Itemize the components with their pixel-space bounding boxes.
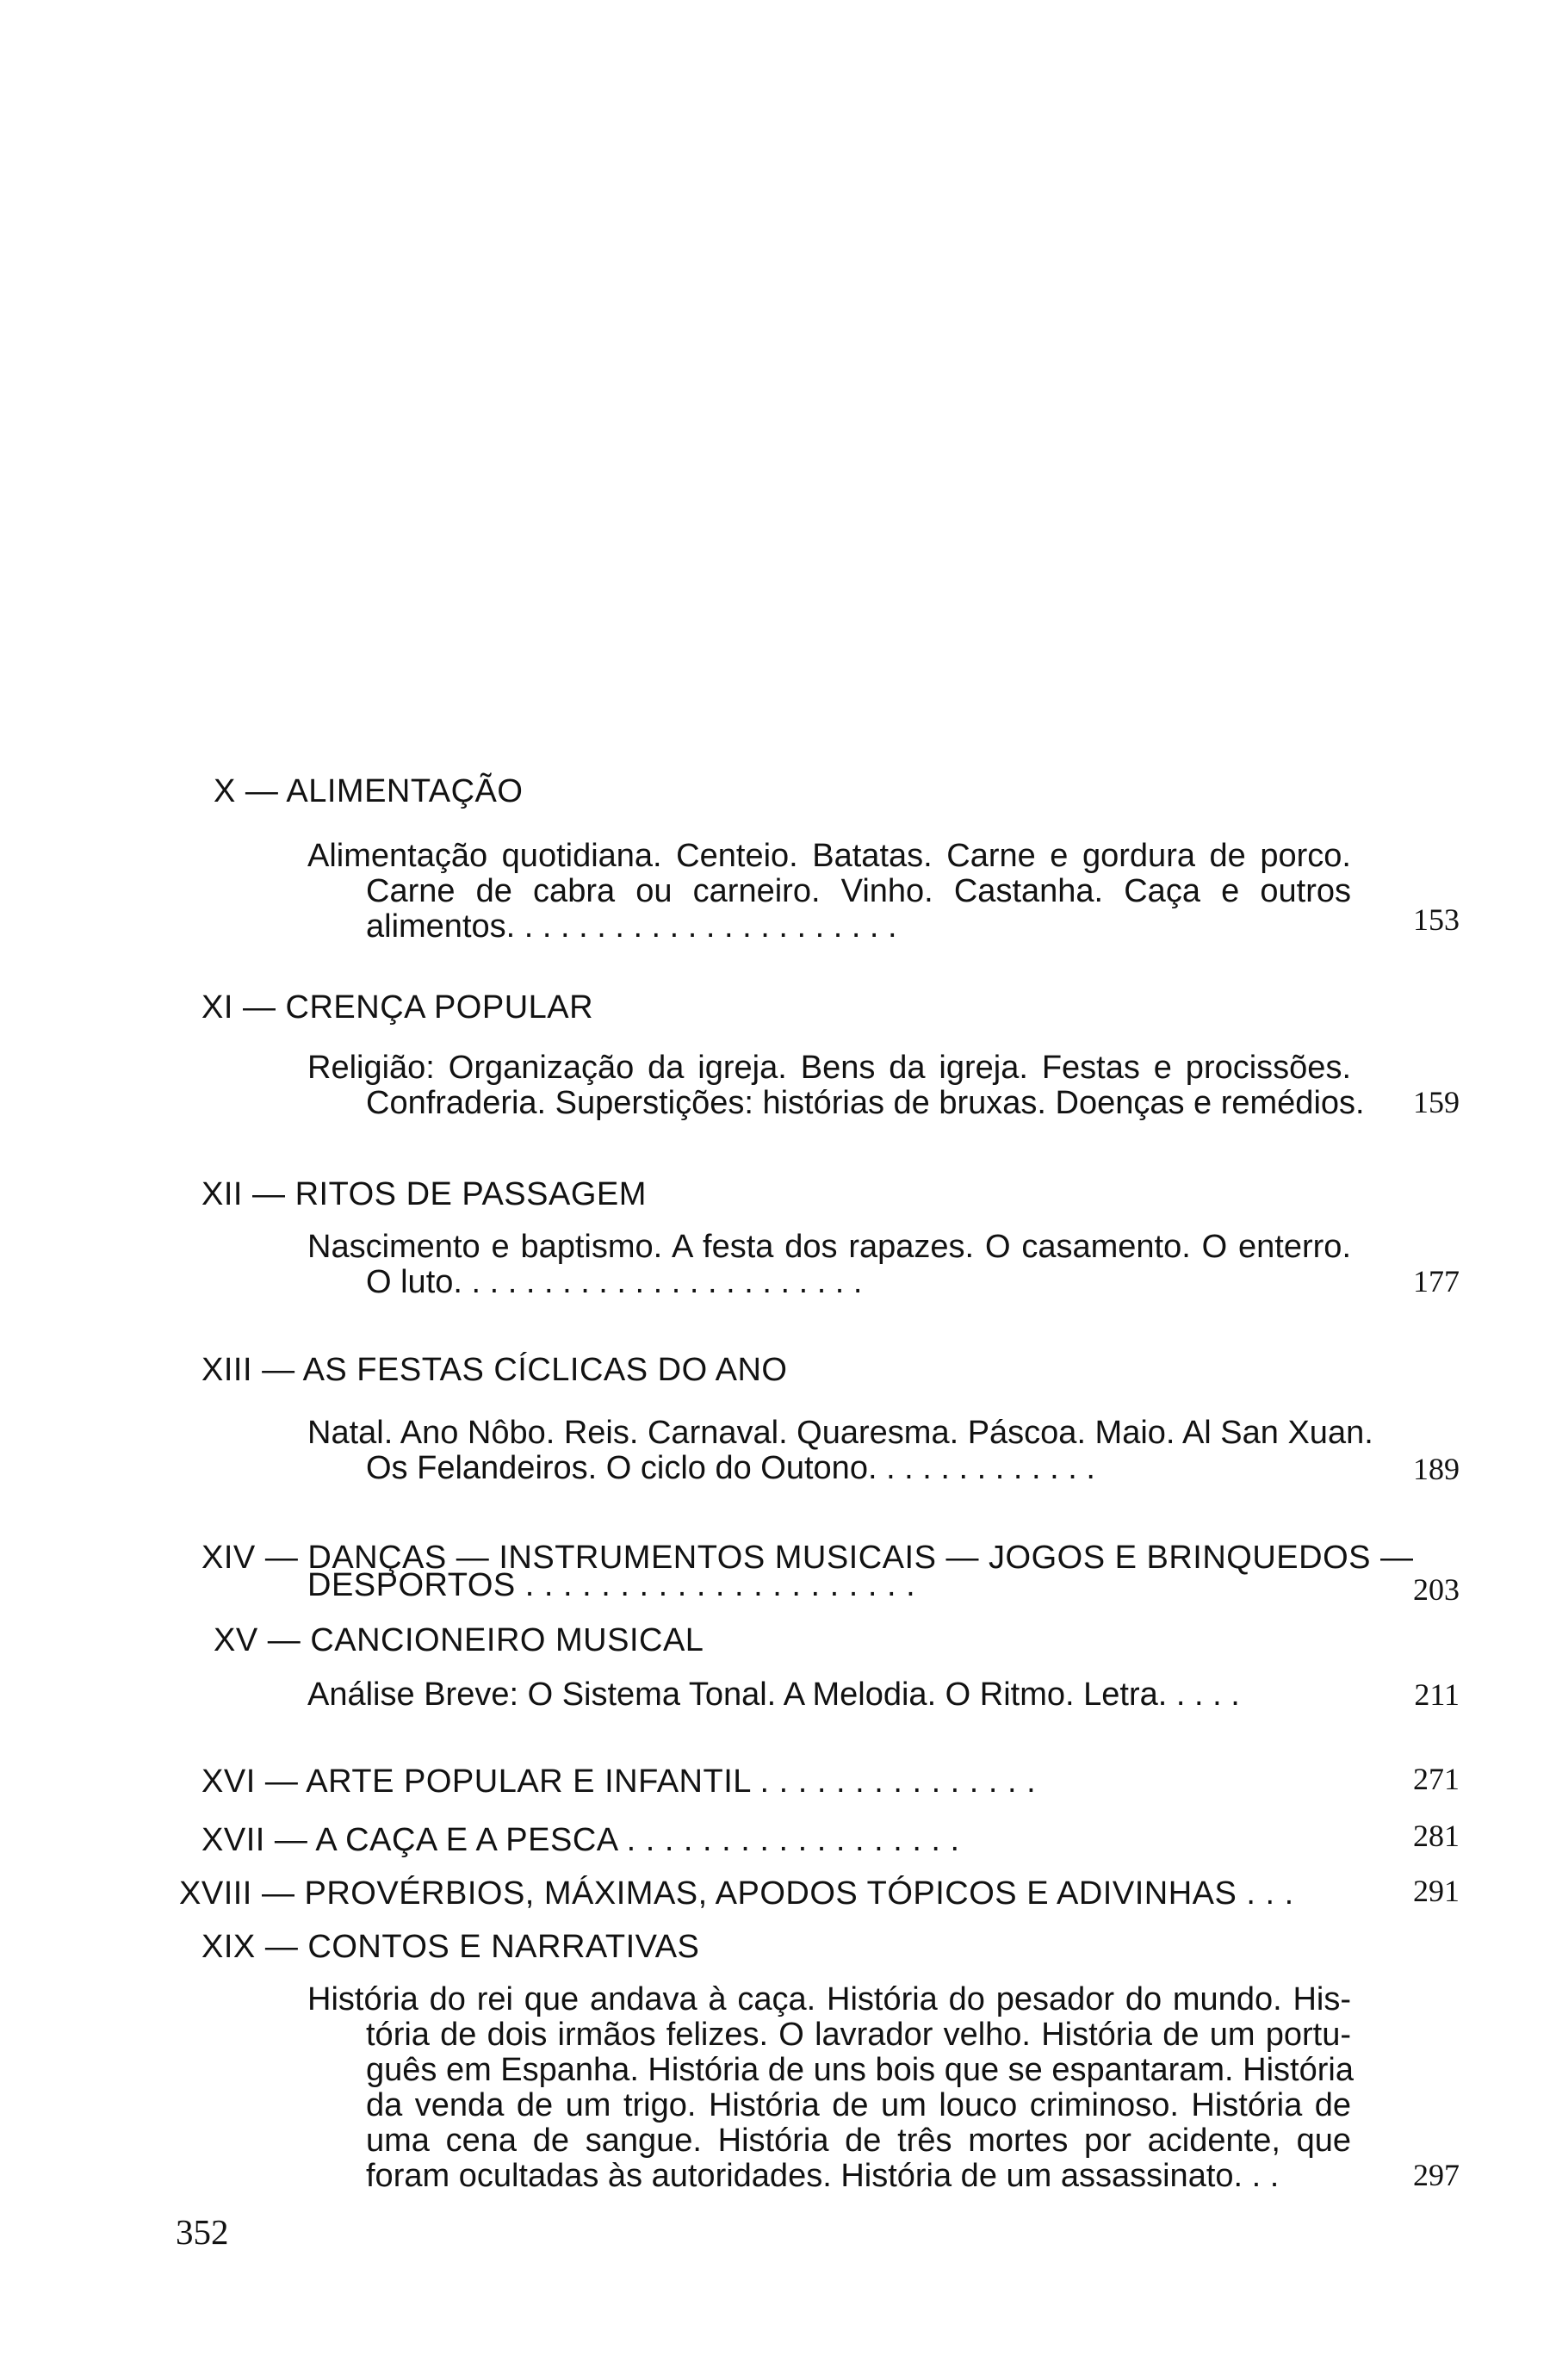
contents-line: Nascimento e baptismo. A festa dos rapazes. O casamento. O enterro.: [307, 1229, 1351, 1265]
chapter-xii-contents: [307, 1230, 1351, 1300]
folio-page-number: 352: [176, 2212, 229, 2252]
chapter-x-contents: [307, 839, 1351, 945]
contents-line: Natal. Ano Nôbo. Reis. Carnaval. Quaresma. Páscoa. Maio. Al San Xuan.: [307, 1415, 1373, 1451]
chapter-numeral: XVII: [201, 1822, 265, 1858]
contents-line: Alimentação quotidiana. Centeio. Batatas. Carne e gordura de porco.: [307, 838, 1351, 874]
contents-line: Confraderia. Superstições: histórias de bruxas. Doenças e remédios.: [366, 1085, 1365, 1121]
contents-line: Carne de cabra ou carneiro. Vinho. Castanha. Caça e outros: [366, 873, 1351, 909]
page-number: 189: [1413, 1452, 1460, 1486]
chapter-separator: —: [274, 1822, 308, 1858]
chapter-numeral: XI: [201, 989, 233, 1026]
chapter-xix-contents: [307, 1981, 1354, 2194]
chapter-x-heading: [214, 775, 523, 808]
contents-line: guês em Espanha. História de uns bois que se espantaram. História: [366, 2052, 1354, 2088]
chapter-xvi-heading: [201, 1765, 1036, 1798]
chapter-title: CRENÇA POPULAR: [285, 989, 594, 1026]
chapter-separator: —: [264, 1929, 299, 1965]
chapter-xiii-heading: [201, 1354, 788, 1386]
chapter-separator: —: [264, 1763, 299, 1800]
chapter-xi-heading: [201, 991, 593, 1024]
chapter-numeral: XV: [214, 1622, 258, 1658]
page-number: 271: [1413, 1762, 1460, 1796]
chapter-numeral: XVI: [201, 1763, 256, 1800]
chapter-separator: —: [261, 1875, 295, 1912]
contents-line: História do rei que andava à caça. História do pesador do mundo. His-: [307, 1981, 1351, 2017]
chapter-separator: —: [264, 1540, 299, 1576]
contents-line: Os Felandeiros. O ciclo do Outono. . . . . . . . . . . . .: [366, 1450, 1095, 1486]
chapter-title: A CAÇA E A PESCA . . . . . . . . . . . . . . . . . .: [315, 1822, 960, 1858]
chapter-title: AS FESTAS CÍCLICAS DO ANO: [302, 1352, 788, 1388]
page-number: 159: [1413, 1085, 1460, 1119]
chapter-xvii-heading: [201, 1824, 960, 1856]
chapter-xviii-heading: [179, 1877, 1294, 1910]
contents-line: Análise Breve: O Sistema Tonal. A Melodia. O Ritmo. Letra. . . . .: [307, 1677, 1240, 1713]
chapter-separator: —: [267, 1622, 301, 1658]
chapter-xv-heading: [214, 1624, 704, 1657]
chapter-separator: —: [242, 989, 276, 1026]
chapter-separator: —: [252, 1176, 286, 1212]
chapter-numeral: XIX: [201, 1929, 256, 1965]
contents-line: uma cena de sangue. História de três mortes por acidente, que: [366, 2123, 1351, 2159]
page-number: 211: [1414, 1677, 1460, 1712]
chapter-numeral: XVIII: [179, 1875, 252, 1912]
chapter-title: PROVÉRBIOS, MÁXIMAS, APODOS TÓPICOS E ADIVINHAS . . .: [304, 1875, 1294, 1912]
chapter-numeral: XIV: [201, 1540, 256, 1576]
page-number: 203: [1413, 1572, 1460, 1607]
chapter-xiv-title-continued: DESPORTOS . . . . . . . . . . . . . . . . . . . . .: [307, 1567, 916, 1603]
chapter-numeral: XII: [201, 1176, 243, 1212]
chapter-title: RITOS DE PASSAGEM: [294, 1176, 647, 1212]
chapter-title: ARTE POPULAR E INFANTIL . . . . . . . . . . . . . . .: [306, 1763, 1037, 1800]
page-number: 153: [1413, 902, 1460, 937]
page-number: 177: [1413, 1264, 1460, 1298]
chapter-title: DANÇAS — INSTRUMENTOS MUSICAIS — JOGOS E BRINQUEDOS —: [307, 1540, 1414, 1576]
chapter-numeral: XIII: [201, 1352, 253, 1388]
contents-line: Religião: Organização da igreja. Bens da igreja. Festas e procissões.: [307, 1050, 1351, 1086]
contents-line: alimentos. . . . . . . . . . . . . . . . . . . . . .: [366, 908, 897, 945]
contents-line: da venda de um trigo. História de um louco criminoso. História de: [366, 2087, 1351, 2123]
page-number: 281: [1413, 1819, 1460, 1853]
chapter-separator: —: [245, 773, 279, 809]
contents-line: O luto. . . . . . . . . . . . . . . . . . . . . . .: [366, 1264, 863, 1300]
chapter-title: CANCIONEIRO MUSICAL: [310, 1622, 704, 1658]
chapter-separator: —: [262, 1352, 295, 1388]
chapter-title: CONTOS E NARRATIVAS: [307, 1929, 700, 1965]
contents-line: tória de dois irmãos felizes. O lavrador velho. História de um portu-: [366, 2017, 1351, 2053]
chapter-xii-heading: [201, 1178, 647, 1211]
page-number: 291: [1413, 1874, 1460, 1908]
chapter-xix-heading: [201, 1931, 699, 1963]
chapter-xiii-contents: [307, 1415, 1373, 1486]
chapter-xv-contents: [307, 1677, 1351, 1713]
contents-line: foram ocultadas às autoridades. História de um assassinato. . .: [366, 2158, 1280, 2194]
page-number: 297: [1413, 2158, 1460, 2192]
chapter-xi-contents: [307, 1050, 1365, 1121]
chapter-numeral: X: [214, 773, 236, 809]
chapter-title: ALIMENTAÇÃO: [286, 773, 524, 809]
